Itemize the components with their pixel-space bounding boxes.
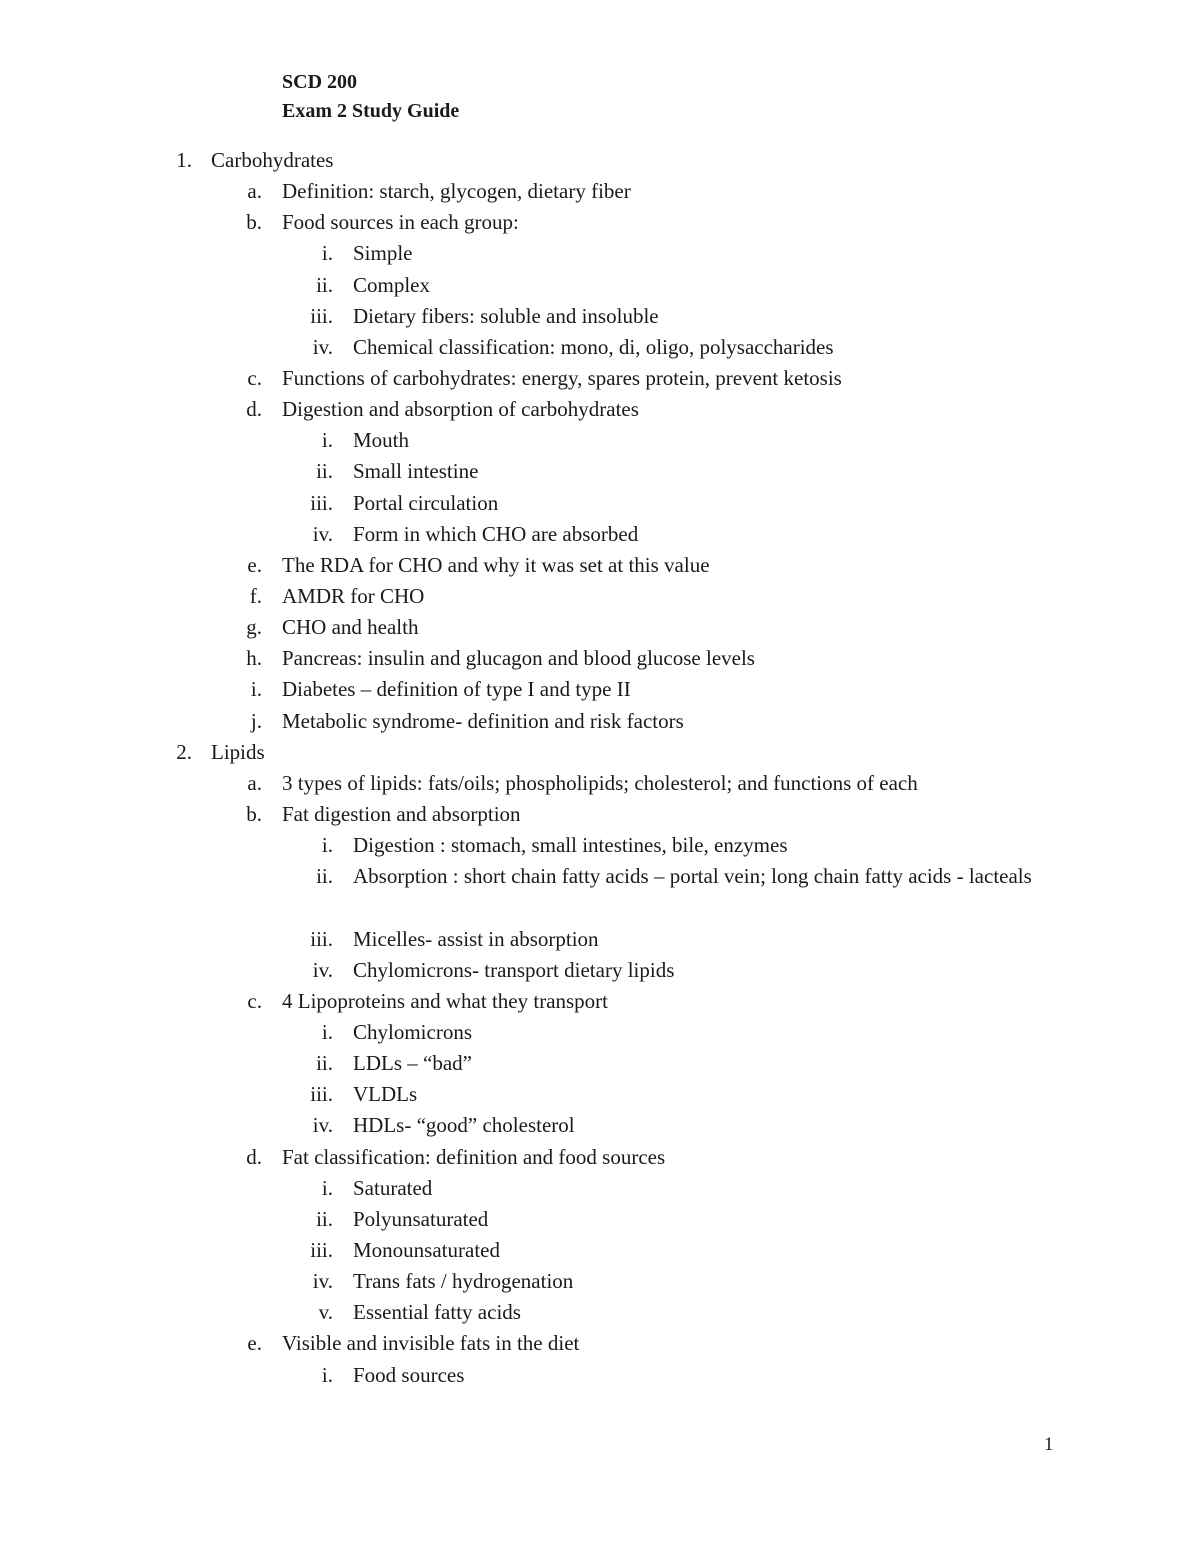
outline-item [0, 674, 1200, 705]
outline-item [0, 799, 1200, 830]
list-item-text: Lipids [211, 739, 265, 764]
list-marker: b. [246, 801, 262, 826]
list-item-text: Chemical classification: mono, di, oligo, polysaccharides [353, 334, 834, 359]
list-item-text: Carbohydrates [211, 148, 334, 172]
list-item-text: Metabolic syndrome- definition and risk factors [282, 708, 684, 733]
list-item-text: Mouth [353, 428, 410, 453]
list-marker: f. [249, 583, 262, 608]
outline-subitem [0, 456, 1200, 487]
list-marker: iv. [312, 1113, 333, 1138]
list-marker: iii. [310, 303, 333, 328]
list-marker: iii. [310, 1237, 333, 1262]
outline-subitem [0, 1235, 1200, 1266]
document-title: Exam 2 Study Guide [282, 100, 460, 122]
list-marker: d. [246, 397, 262, 422]
list-item-text: Visible and invisible fats in the diet [282, 1331, 580, 1356]
outline-item [0, 986, 1200, 1017]
list-marker: h. [246, 646, 262, 671]
list-marker: iv. [312, 957, 333, 982]
list-item-text: Digestion and absorption of carbohydrates [282, 397, 639, 422]
list-marker: c. [247, 988, 262, 1013]
outline-item [0, 550, 1200, 581]
list-marker: ii. [316, 272, 333, 297]
outline-subitem [0, 1110, 1200, 1141]
outline-subitem [0, 830, 1200, 861]
section-heading [0, 737, 1200, 768]
list-marker: i. [321, 428, 333, 453]
list-marker: v. [318, 1300, 333, 1325]
outline-subitem [0, 1266, 1200, 1297]
list-marker: c. [247, 365, 262, 390]
list-item-text: Absorption : short chain fatty acids – portal vein; long chain fatty acids - lacteals [353, 864, 1032, 889]
list-marker: 1. [176, 148, 192, 172]
outline-subitem [0, 270, 1200, 301]
list-marker: i. [321, 1019, 333, 1044]
list-item-text: Monounsaturated [353, 1237, 500, 1262]
list-item-text: Trans fats / hydrogenation [353, 1269, 574, 1294]
outline-item [0, 612, 1200, 643]
list-item-text: VLDLs [353, 1082, 418, 1107]
outline-subitem [0, 1297, 1200, 1328]
outline-item [0, 176, 1200, 207]
outline-item [0, 207, 1200, 238]
list-marker: i. [250, 677, 262, 702]
list-marker: iv. [312, 1269, 333, 1294]
list-marker: g. [246, 615, 262, 640]
outline-subitem [0, 332, 1200, 363]
list-marker: iii. [310, 1082, 333, 1107]
list-marker: i. [321, 833, 333, 858]
list-marker: i. [321, 1362, 333, 1387]
outline-item [0, 706, 1200, 737]
list-item-text: Definition: starch, glycogen, dietary fiber [282, 179, 631, 204]
list-marker: a. [247, 179, 262, 204]
list-marker: e. [247, 552, 262, 577]
list-marker: b. [246, 210, 262, 235]
list-item-text: Polyunsaturated [353, 1206, 489, 1231]
outline-subitem [0, 924, 1200, 955]
outline-subitem [0, 1017, 1200, 1048]
list-marker: ii. [316, 459, 333, 484]
list-item-text: Saturated [353, 1175, 433, 1200]
list-marker: j. [250, 708, 262, 733]
study-guide-outline [0, 145, 1200, 1391]
outline-item [0, 768, 1200, 799]
list-item-text: HDLs- “good” cholesterol [353, 1113, 575, 1138]
list-item-text: 3 types of lipids: fats/oils; phospholipids; cholesterol; and functions of each [282, 770, 918, 795]
outline-item [0, 1142, 1200, 1173]
outline-subitem [0, 488, 1200, 519]
list-item-text: Fat digestion and absorption [282, 801, 521, 826]
list-marker: iv. [312, 521, 333, 546]
outline-item [0, 394, 1200, 425]
list-marker: 2. [176, 739, 192, 764]
outline-subitem [0, 238, 1200, 269]
outline-subitem [0, 1173, 1200, 1204]
list-item-text: Food sources in each group: [282, 210, 519, 235]
list-marker: d. [246, 1144, 262, 1169]
list-marker: iii. [310, 490, 333, 515]
section-heading [0, 145, 1200, 176]
list-item-text: Functions of carbohydrates: energy, spares protein, prevent ketosis [282, 365, 842, 390]
list-item-text: LDLs – “bad” [353, 1051, 472, 1076]
list-marker: i. [321, 1175, 333, 1200]
list-item-text: Digestion : stomach, small intestines, bile, enzymes [353, 833, 788, 858]
outline-item [0, 643, 1200, 674]
list-marker: ii. [316, 1051, 333, 1076]
list-marker: ii. [316, 1206, 333, 1231]
list-item-text: Diabetes – definition of type I and type II [282, 677, 631, 702]
outline-item [0, 581, 1200, 612]
list-item-text: Portal circulation [353, 490, 499, 515]
list-item-text: The RDA for CHO and why it was set at this value [282, 552, 710, 577]
outline-subitem [0, 425, 1200, 456]
outline-subitem [0, 1360, 1200, 1391]
page-number: 1 [1044, 1434, 1054, 1455]
list-item-text: Food sources [353, 1362, 465, 1387]
course-code: SCD 200 [282, 71, 358, 93]
list-marker: i. [321, 241, 333, 266]
list-marker: iv. [312, 334, 333, 359]
outline-item [0, 1328, 1200, 1359]
list-item-text: Chylomicrons [353, 1019, 472, 1044]
outline-subitem [0, 1048, 1200, 1079]
list-item-text: Simple [353, 241, 413, 266]
list-item-text: Form in which CHO are absorbed [353, 521, 639, 546]
list-item-text: Fat classification: definition and food sources [282, 1144, 666, 1169]
list-item-text: Small intestine [353, 459, 479, 484]
list-marker: iii. [310, 926, 333, 951]
outline-subitem [0, 519, 1200, 550]
list-marker: ii. [316, 864, 333, 889]
list-item-text: Chylomicrons- transport dietary lipids [353, 957, 675, 982]
list-item-text: Pancreas: insulin and glucagon and blood glucose levels [282, 646, 755, 671]
outline-subitem [0, 861, 1200, 923]
document-header [282, 68, 459, 126]
list-item-text: Dietary fibers: soluble and insoluble [353, 303, 659, 328]
outline-item [0, 363, 1200, 394]
list-marker: a. [247, 770, 262, 795]
list-item-text: 4 Lipoproteins and what they transport [282, 988, 609, 1013]
outline-subitem [0, 1079, 1200, 1110]
list-item-text: Complex [353, 272, 430, 297]
outline-subitem [0, 1204, 1200, 1235]
outline-subitem [0, 301, 1200, 332]
list-item-text: Essential fatty acids [353, 1300, 521, 1325]
list-item-text: CHO and health [282, 615, 419, 640]
list-marker: e. [247, 1331, 262, 1356]
list-item-text: Micelles- assist in absorption [353, 926, 599, 951]
list-item-text: AMDR for CHO [282, 583, 425, 608]
outline-subitem [0, 955, 1200, 986]
